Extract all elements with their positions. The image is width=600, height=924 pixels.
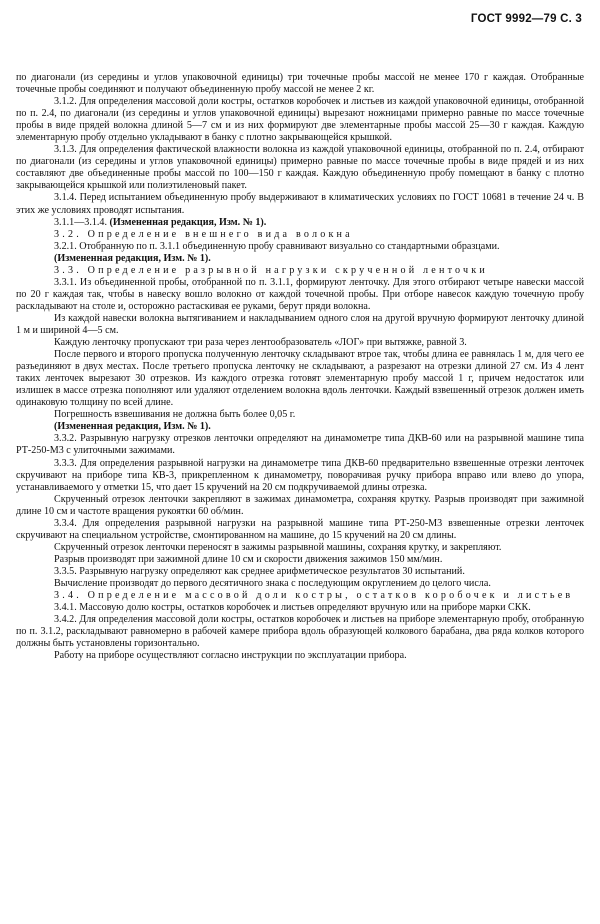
- paragraph-3-4-2: 3.4.2. Для определения массовой доли костры, остатков коробочек и листьев на приборе элементарную пробу, отобранную по п. 3.1.2, раскладывают равномерно в рабочей камере прибора вдоль образующей колкового барабана, два ряда колков которого должны быть установлены горизонтально.: [16, 614, 584, 650]
- paragraph-3-3-4: 3.3.4. Для определения разрывной нагрузки на разрывной машине типа РТ-250-М3 взвешенные отрезки ленточек скручивают на специальном устройстве, смонтированном на машине, до 15 кручений на 20 см длины.: [16, 517, 584, 541]
- paragraph-3-3-5: 3.3.5. Разрывную нагрузку определяют как среднее арифметическое результатов 30 испытаний.: [54, 565, 465, 577]
- amendment-note: 3.1.1—3.1.4. (Измененная редакция, Изм. № 1).: [54, 216, 267, 228]
- section-heading-3-3: 3.3. Определение разрывной нагрузки скрученной ленточки: [54, 264, 489, 276]
- paragraph-3-4-1: 3.4.1. Массовую долю костры, остатков коробочек и листьев определяют вручную или на приборе марки СКК.: [54, 602, 531, 614]
- section-heading-3-2: 3.2. Определение внешнего вида волокна: [54, 228, 353, 240]
- paragraph-3-1-2: 3.1.2. Для определения массовой доли костры, остатков коробочек и листьев из каждой упаковочной единицы, отобранной по п. 2.4, по диагонали (из середины и углов упаковочной единицы) вырезают ножницами примерно равные по массе точечные пробы в виде прядей волокна длиной 5—7 см и из них формируют две элементарные пробы массой 25—30 г каждая. Каждую элементарную пробу отдельно укладывают в банку с плотно закрывающейся крышкой.: [16, 96, 584, 144]
- paragraph-ribbon-cutting: После первого и второго пропуска полученную ленточку складывают втрое так, чтобы длина ее равнялась 1 м, для чего ее разъединяют в двух местах. После третьего пропуска ленточку не складывают, а разрезают на отрезки длиной 27 см. Из 4 лент таких ленточек вырезают 30 отрезков. Из каждого отрезка готовят элементарную пробу массой 1 г, причем недостаток или излишек в массе отрезка пополняют или удаляют отделением волокна вдоль ленточки. Каждый взвешенный отрезок должен иметь одинаковую толщину по всей длине.: [16, 349, 584, 409]
- paragraph-machine-break: Разрыв производят при зажимной длине 10 см и скорости движения зажимов 150 мм/мин.: [54, 553, 443, 565]
- paragraph-continuation: по диагонали (из середины и углов упаковочной единицы) три точечные пробы массой не менее 170 г каждая. Отобранные точечные пробы соединяют и получают объединенную пробу массой не менее 2 кг.: [16, 72, 584, 96]
- paragraph-3-3-1: 3.3.1. Из объединенной пробы, отобранной по п. 3.1.1, формируют ленточку. Для этого отбирают четыре навески массой по 20 г каждая так, чтобы в навеску вошло волокно от каждой точечной пробы. При отборе навесок каждую точечную пробу раскладывают на столе и, осторожно растаскивая ее руками, берут пряди волокна.: [16, 276, 584, 312]
- paragraph-ribbon-passing: Каждую ленточку пропускают три раза через лентообразователь «ЛОГ» при вытяжке, равной 3.: [54, 337, 467, 349]
- paragraph-3-2-1: 3.2.1. Отобранную по п. 3.1.1 объединенную пробу сравнивают визуально со стандартными образцами.: [54, 240, 500, 252]
- paragraph-3-3-3: 3.3.3. Для определения разрывной нагрузки на динамометре типа ДКВ-60 предварительно взвешенные отрезки ленточек скручивают на приборе типа КВ-3, прикрепленном к динамометру, поворачивая ручку прибора вправо или влево до упора, устанавливаемого у отметки 15, что дает 15 кручений на 20 см подкручиваемой длины отрезка.: [16, 457, 584, 493]
- paragraph-ribbon-forming: Из каждой навески волокна вытягиванием и накладыванием одного слоя на другой вручную формируют ленточку длиной 1 м и шириной 4—5 см.: [16, 312, 584, 336]
- section-heading-3-4: 3.4. Определение массовой доли костры, остатков коробочек и листьев: [54, 590, 574, 602]
- paragraph-calculation: Вычисление производят до первого десятичного знака с последующим округлением до целого числа.: [54, 577, 491, 589]
- paragraph-device-operation: Работу на приборе осуществляют согласно инструкции по эксплуатации прибора.: [54, 650, 407, 662]
- paragraph-3-1-3: 3.1.3. Для определения фактической влажности волокна из каждой упаковочной единицы, отобранной по п. 2.4, отбирают по диагонали (из середины и углов упаковочной единицы) примерно равные по массе точечные пробы в виде прядей и из них составляют две объединенные пробы массой по 100—150 г каждая. Каждую объединенную пробу помещают в банку с плотно закрывающейся крышкой или полиэтиленовый пакет.: [16, 144, 584, 192]
- document-body: [16, 72, 584, 662]
- amendment-note: (Измененная редакция, Изм. № 1).: [54, 252, 211, 264]
- paragraph-3-3-2: 3.3.2. Разрывную нагрузку отрезков ленточки определяют на динамометре типа ДКВ-60 или на разрывной машине типа РТ-250-М3 с улиточными зажимами.: [16, 433, 584, 457]
- paragraph-3-1-4: 3.1.4. Перед испытанием объединенную пробу выдерживают в климатических условиях по ГОСТ 10681 в течение 24 ч. В этих же условиях проводят испытания.: [16, 192, 584, 216]
- page-header: ГОСТ 9992—79 С. 3: [470, 13, 582, 25]
- amendment-note: (Измененная редакция, Изм. № 1).: [54, 421, 211, 433]
- paragraph-machine-clamp: Скрученный отрезок ленточки переносят в зажимы разрывной машины, сохраняя крутку, и закрепляют.: [54, 541, 502, 553]
- paragraph-weighing-error: Погрешность взвешивания не должна быть более 0,05 г.: [54, 409, 296, 421]
- paragraph-dynamometer-break: Скрученный отрезок ленточки закрепляют в зажимах динамометра, сохраняя крутку. Разрыв производят при зажимной длине 10 см и частоте вращения рукоятки 60 об/мин.: [16, 493, 584, 517]
